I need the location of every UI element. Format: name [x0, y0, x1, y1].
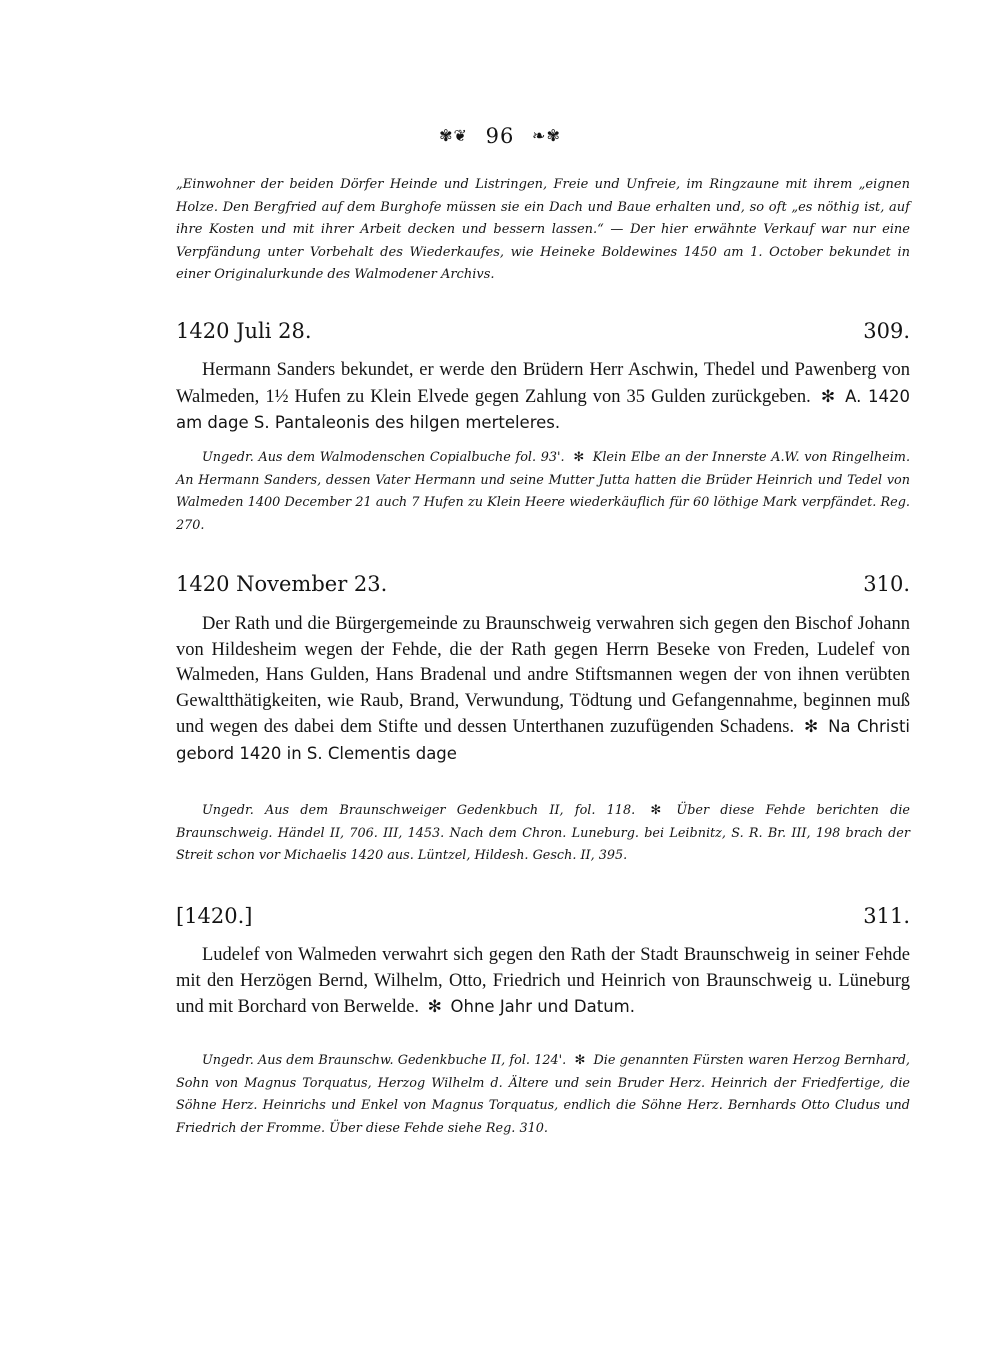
ornament-right-icon: ❧✾ [532, 126, 561, 145]
entry-date: [1420.] [176, 904, 253, 928]
note-source: Ungedr. Aus dem Walmodenschen Copialbuche fol. 93'. [202, 450, 565, 465]
note-commentary: Die genannten Fürsten waren Herzog Bernhard, Sohn von Magnus Torquatus, Herzog Wilhelm d. Ältere und sein Bruder Herz. Heinrich der Friedfertige, die Söhne Herz. Heinrichs und Enkel von Magnus Torquatus, endlich die Söhne Herz. Bernhards Otto Cludus und Friedrich der Fromme. Über diese Fehde siehe Reg. 310. [176, 1053, 910, 1136]
note-source: Ungedr. Aus dem Braunschweiger Gedenkbuch II, fol. 118. [202, 803, 636, 818]
entry-body-310 [176, 612, 910, 767]
entry-date: 1420 Juli 28. [176, 319, 312, 343]
entry-note-311 [176, 1050, 910, 1140]
entry-date: 1420 November 23. [176, 572, 388, 596]
entry-note-310 [176, 800, 910, 868]
entry-dating-formula: Na Christi gebord 1420 in S. Clementis dage [176, 717, 911, 763]
asterisk-icon: ✻ [574, 1053, 586, 1068]
intro-paragraph: „Einwohner der beiden Dörfer Heinde und Listringen, Freie und Unfreie, im Ringzaune mit ihrem „eignen Holze. Den Bergfried auf dem Burghofe müssen sie ein Dach und Baue erhalten und, so oft „es nöthig ist, auf ihre Kosten und mit ihrer Arbeit decken und bessern lassen.“ — Der hier erwähnte Verkauf war nur eine Verpfändung unter Vorbehalt des Wiederkaufes, wie Heineke Boldewines 1450 am 1. October bekundet in einer Originalurkunde des Walmodener Archivs. [176, 177, 910, 282]
entry-dating-formula: A. 1420 am dage S. Pantaleonis des hilgen merteleres. [176, 386, 911, 432]
entry-text: Der Rath und die Bürgergemeinde zu Braunschweig verwahren sich gegen den Bischof Johann von Hildesheim wegen der Fehde, die der Rath gegen Herrn Beseke von Freden, Ludelef von Walmeden, Hans Gulden, Hans Bradenal und andre Stiftsmannen wegen der von ihnen verübten Gewaltthätigkeiten, wie Raub, Brand, Verwundung, Tödtung und Gefangennahme, beginnen muß und wegen des dabei dem Stifte und dessen Unterthanen zuzufügenden Schadens. [176, 614, 910, 737]
ornament-left-icon: ✾❦ [439, 126, 468, 145]
entry-text: Ludelef von Walmeden verwahrt sich gegen den Rath der Stadt Braunschweig in seiner Fehde mit den Herzögen Bernd, Wilhelm, Otto, Friedrich und Heinrich von Braunschweig u. Lüneburg und mit Borchard von Berwelde. [176, 945, 910, 1017]
entry-heading-309 [176, 314, 910, 348]
page-number: 96 [485, 124, 515, 148]
asterisk-icon: ✻ [573, 450, 585, 465]
entry-number: 309. [863, 319, 910, 343]
page-header [0, 124, 1000, 148]
note-commentary: Über diese Fehde berichten die Braunschweig. Händel II, 706. III, 1453. Nach dem Chron. Luneburg. bei Leibnitz, S. R. Br. III, 198 brach der Streit schon vor Michaelis 1420 aus. Lüntzel, Hildesh. Gesch. II, 395. [176, 803, 910, 863]
entry-heading-311 [176, 899, 910, 933]
entry-number: 310. [863, 572, 910, 596]
entry-text: Hermann Sanders bekundet, er werde den Brüdern Herr Aschwin, Thedel und Pawenberg von Walmeden, 1½ Hufen zu Klein Elvede gegen Zahlung von 35 Gulden zurückgeben. [176, 360, 910, 407]
entry-heading-310 [176, 567, 910, 601]
entry-note-309 [176, 447, 910, 537]
asterisk-icon: ✻ [650, 803, 662, 818]
note-source: Ungedr. Aus dem Braunschw. Gedenkbuche II, fol. 124'. [202, 1053, 567, 1068]
entry-body-309 [176, 358, 910, 437]
entry-dating-formula: Ohne Jahr und Datum. [450, 997, 635, 1016]
note-commentary: Klein Elbe an der Innerste A.W. von Ringelheim. An Hermann Sanders, dessen Vater Hermann und seine Mutter Jutta hatten die Brüder Heinrich und Tedel von Walmeden 1400 December 21 auch 7 Hufen zu Klein Heere wiederkäuflich für 60 löthige Mark verpfändet. Reg. 270. [176, 450, 911, 533]
entry-body-311 [176, 943, 910, 1021]
asterisk-icon: ✻ [427, 997, 442, 1017]
entry-number: 311. [863, 904, 910, 928]
asterisk-icon: ✻ [803, 717, 819, 737]
asterisk-icon: ✻ [820, 386, 836, 407]
